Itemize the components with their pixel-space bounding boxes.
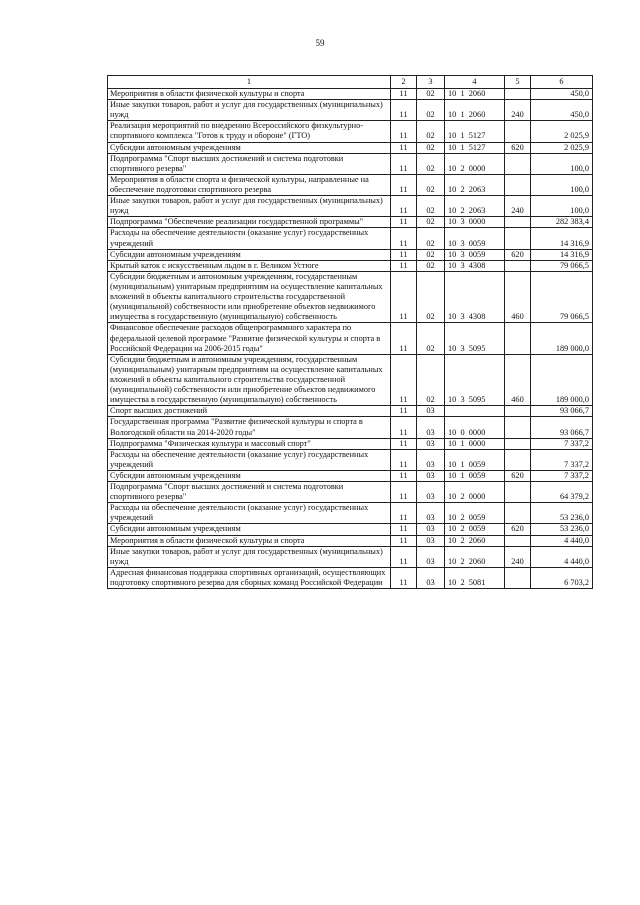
section-code: 11 [391,406,417,417]
target-article-code: 10 2 5081 [445,567,505,588]
expense-type-code: 240 [505,196,531,217]
row-name: Мероприятия в области физической культуры и спорта [108,89,391,100]
amount: 189 000,0 [531,323,593,354]
subsection-code: 03 [417,417,445,438]
amount: 2 025,9 [531,121,593,142]
target-article-code: 10 2 2060 [445,546,505,567]
subsection-code: 02 [417,217,445,228]
column-header: 2 [391,76,417,89]
section-code: 11 [391,438,417,449]
subsection-code: 03 [417,470,445,481]
expense-type-code [505,121,531,142]
subsection-code: 02 [417,100,445,121]
row-name: Подпрограмма "Обеспечение реализации государственной программы" [108,217,391,228]
table-row [108,449,593,470]
subsection-code: 02 [417,228,445,249]
section-code: 11 [391,228,417,249]
row-name: Крытый каток с искусственным льдом в г. Великом Устюге [108,260,391,271]
row-name: Подпрограмма "Спорт высших достижений и система подготовки спортивного резерва" [108,153,391,174]
subsection-code: 02 [417,323,445,354]
expense-type-code: 620 [505,524,531,535]
amount: 100,0 [531,153,593,174]
table-row [108,535,593,546]
section-code: 11 [391,271,417,323]
table-row [108,271,593,323]
table-row [108,249,593,260]
expense-type-code [505,535,531,546]
table-row [108,323,593,354]
subsection-code: 03 [417,449,445,470]
target-article-code: 10 2 0000 [445,153,505,174]
table-row [108,470,593,481]
target-article-code: 10 1 2060 [445,100,505,121]
target-article-code: 10 2 0059 [445,503,505,524]
column-header: 3 [417,76,445,89]
amount: 450,0 [531,89,593,100]
table-row [108,406,593,417]
section-code: 11 [391,567,417,588]
amount: 64 379,2 [531,482,593,503]
amount: 53 236,0 [531,503,593,524]
table-row [108,121,593,142]
target-article-code: 10 2 2063 [445,196,505,217]
row-name: Субсидии автономным учреждениям [108,470,391,481]
amount: 100,0 [531,196,593,217]
table-row [108,546,593,567]
subsection-code: 03 [417,406,445,417]
section-code: 11 [391,121,417,142]
section-code: 11 [391,174,417,195]
target-article-code: 10 3 0059 [445,249,505,260]
target-article-code: 10 1 0000 [445,438,505,449]
amount: 4 440,0 [531,546,593,567]
section-code: 11 [391,89,417,100]
expense-type-code: 240 [505,546,531,567]
table-row [108,438,593,449]
amount: 189 000,0 [531,354,593,406]
subsection-code: 03 [417,503,445,524]
section-code: 11 [391,417,417,438]
table-row [108,100,593,121]
table-row [108,217,593,228]
subsection-code: 03 [417,535,445,546]
amount: 2 025,9 [531,142,593,153]
table-row [108,503,593,524]
target-article-code: 10 2 0059 [445,524,505,535]
expense-type-code [505,406,531,417]
expense-type-code: 240 [505,100,531,121]
expense-type-code: 620 [505,470,531,481]
row-name: Государственная программа "Развитие физической культуры и спорта в Вологодской области на 2014-2020 годы" [108,417,391,438]
table-row [108,482,593,503]
table-row [108,174,593,195]
table-row [108,153,593,174]
subsection-code: 02 [417,249,445,260]
amount: 93 066,7 [531,417,593,438]
row-name: Субсидии автономным учреждениям [108,524,391,535]
column-header: 5 [505,76,531,89]
row-name: Расходы на обеспечение деятельности (оказание услуг) государственных учреждений [108,228,391,249]
expense-type-code [505,228,531,249]
expense-type-code: 620 [505,249,531,260]
target-article-code: 10 3 4308 [445,271,505,323]
subsection-code: 03 [417,482,445,503]
expense-type-code [505,567,531,588]
table-row [108,354,593,406]
section-code: 11 [391,535,417,546]
target-article-code: 10 1 0059 [445,449,505,470]
expense-type-code [505,417,531,438]
row-name: Субсидии автономным учреждениям [108,142,391,153]
amount: 7 337,2 [531,449,593,470]
table-row [108,260,593,271]
expense-type-code [505,323,531,354]
subsection-code: 03 [417,524,445,535]
column-header: 4 [445,76,505,89]
subsection-code: 02 [417,271,445,323]
header-row [108,76,593,89]
column-header: 1 [108,76,391,89]
target-article-code: 10 1 5127 [445,142,505,153]
target-article-code: 10 1 5127 [445,121,505,142]
expense-type-code [505,482,531,503]
section-code: 11 [391,470,417,481]
section-code: 11 [391,524,417,535]
row-name: Адресная финансовая поддержка спортивных организаций, осуществляющих подготовку спортивного резерва для сборных команд Российской Федерации [108,567,391,588]
amount: 93 066,7 [531,406,593,417]
section-code: 11 [391,217,417,228]
row-name: Реализация мероприятий по внедрению Всероссийского физкультурно-спортивного комплекса "Готов к труду и обороне" (ГТО) [108,121,391,142]
target-article-code: 10 3 5095 [445,354,505,406]
expense-type-code [505,438,531,449]
target-article-code: 10 3 0059 [445,228,505,249]
target-article-code: 10 3 0000 [445,217,505,228]
budget-table [107,75,593,589]
table-row [108,196,593,217]
amount: 6 703,2 [531,567,593,588]
subsection-code: 03 [417,567,445,588]
column-header: 6 [531,76,593,89]
row-name: Иные закупки товаров, работ и услуг для государственных (муниципальных) нужд [108,546,391,567]
amount: 4 440,0 [531,535,593,546]
amount: 14 316,9 [531,249,593,260]
subsection-code: 03 [417,546,445,567]
section-code: 11 [391,482,417,503]
section-code: 11 [391,323,417,354]
expense-type-code: 620 [505,142,531,153]
subsection-code: 02 [417,142,445,153]
expense-type-code [505,89,531,100]
row-name: Финансовое обеспечение расходов общепрограммного характера по федеральной целевой программе "Развитие физической культуры и спорта в Российской Федерации на 2006-2015 годы" [108,323,391,354]
expense-type-code [505,503,531,524]
row-name: Субсидии бюджетным и автономным учреждениям, государственным (муниципальным) унитарным предприятиям на осуществление капитальных вложений в объекты капитального строительства государственной (муниципальной) собственности или приобретение объектов недвижимого имущества в государственную (муниципальную) собственность [108,354,391,406]
subsection-code: 02 [417,196,445,217]
row-name: Субсидии автономным учреждениям [108,249,391,260]
row-name: Мероприятия в области спорта и физической культуры, направленные на обеспечение подготовки спортивного резерва [108,174,391,195]
section-code: 11 [391,153,417,174]
row-name: Подпрограмма "Спорт высших достижений и система подготовки спортивного резерва" [108,482,391,503]
expense-type-code [505,260,531,271]
table-row [108,567,593,588]
target-article-code: 10 3 5095 [445,323,505,354]
amount: 53 236,0 [531,524,593,535]
row-name: Подпрограмма "Физическая культура и массовый спорт" [108,438,391,449]
amount: 450,0 [531,100,593,121]
expense-type-code [505,153,531,174]
amount: 7 337,2 [531,438,593,449]
section-code: 11 [391,503,417,524]
row-name: Субсидии бюджетным и автономным учреждениям, государственным (муниципальным) унитарным предприятиям на осуществление капитальных вложений в объекты капитального строительства государственной (муниципальной) собственности или приобретение объектов недвижимого имущества в государственную (муниципальную) собственность [108,271,391,323]
section-code: 11 [391,449,417,470]
row-name: Мероприятия в области физической культуры и спорта [108,535,391,546]
table-row [108,524,593,535]
table-row [108,142,593,153]
section-code: 11 [391,196,417,217]
subsection-code: 02 [417,153,445,174]
target-article-code: 10 1 0059 [445,470,505,481]
row-name: Спорт высших достижений [108,406,391,417]
subsection-code: 02 [417,174,445,195]
subsection-code: 02 [417,121,445,142]
section-code: 11 [391,546,417,567]
table-row [108,89,593,100]
target-article-code: 10 2 2060 [445,535,505,546]
amount: 79 066,5 [531,260,593,271]
target-article-code: 10 2 2063 [445,174,505,195]
section-code: 11 [391,260,417,271]
subsection-code: 02 [417,354,445,406]
row-name: Иные закупки товаров, работ и услуг для государственных (муниципальных) нужд [108,100,391,121]
table-row [108,228,593,249]
target-article-code: 10 0 0000 [445,417,505,438]
expense-type-code [505,174,531,195]
page-number: 59 [315,38,325,48]
row-name: Расходы на обеспечение деятельности (оказание услуг) государственных учреждений [108,449,391,470]
subsection-code: 02 [417,260,445,271]
expense-type-code: 460 [505,271,531,323]
amount: 100,0 [531,174,593,195]
expense-type-code [505,449,531,470]
row-name: Иные закупки товаров, работ и услуг для государственных (муниципальных) нужд [108,196,391,217]
section-code: 11 [391,100,417,121]
row-name: Расходы на обеспечение деятельности (оказание услуг) государственных учреждений [108,503,391,524]
subsection-code: 03 [417,438,445,449]
target-article-code [445,406,505,417]
expense-type-code: 460 [505,354,531,406]
section-code: 11 [391,249,417,260]
amount: 79 066,5 [531,271,593,323]
expense-type-code [505,217,531,228]
amount: 14 316,9 [531,228,593,249]
target-article-code: 10 2 0000 [445,482,505,503]
amount: 7 337,2 [531,470,593,481]
target-article-code: 10 3 4308 [445,260,505,271]
section-code: 11 [391,354,417,406]
amount: 282 383,4 [531,217,593,228]
table-row [108,417,593,438]
target-article-code: 10 1 2060 [445,89,505,100]
subsection-code: 02 [417,89,445,100]
section-code: 11 [391,142,417,153]
